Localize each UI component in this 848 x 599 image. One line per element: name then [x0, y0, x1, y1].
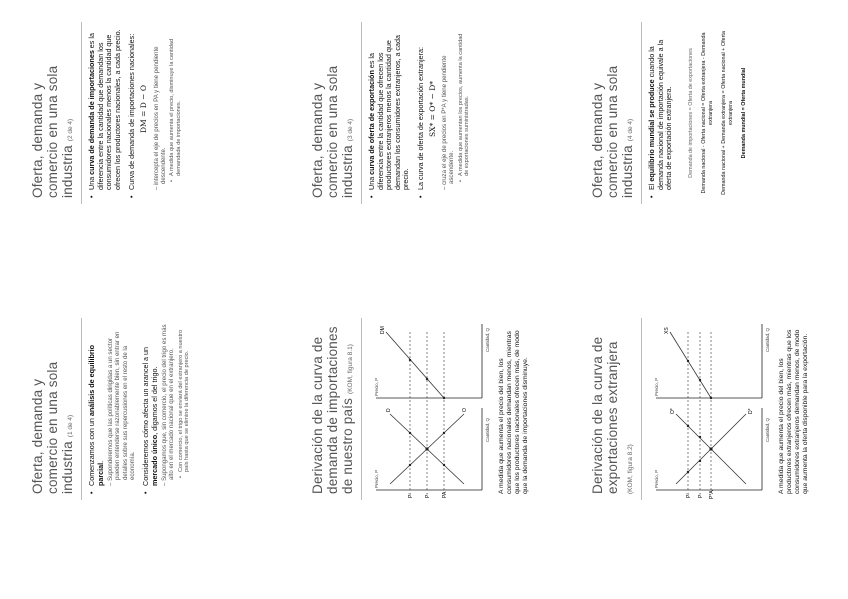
sub-sub-bullet: • Con comercio, el trigo se enviará del extranjero a nuestro país hasta que se elimine la diferencia de precio.: [178, 324, 191, 486]
slide-caption: A medida que aumenta el precio del bien, los productores extranjeros ofrecen más, mientras que los consumidores extranjeros demandan menos, de modo que aumenta la oferta disponible para la exportación.: [778, 329, 809, 494]
axis-label: Cantidad, Q: [765, 327, 770, 352]
axis-label: Precio, P: [374, 377, 379, 396]
curve-label: O: [462, 408, 468, 412]
sub-bullet: – intercepta el eje de precios en PA y tiene pendiente descendente.: [152, 46, 167, 190]
slide-2: [30, 22, 290, 204]
formula: SX* = O* − D*: [427, 81, 437, 137]
curve-label: DM: [380, 326, 386, 334]
sub-bullet: – Suponderemos que las políticas dirigidas a un sector pueden entenderse razonablemente bien, sin entrar en detalles sobre sus repercusiones en el resto de la economía.: [107, 331, 136, 486]
export-supply-diagram: [648, 318, 778, 500]
sub-sub-bullet: • A medida que aumenta el precio, disminuye la cantidad demandada de importaciones.: [169, 28, 182, 190]
axis-label: Precio, P: [374, 469, 379, 488]
slide-5: [590, 318, 848, 500]
bullet: • El equilibrio mundial se produce cuando la demanda nacional de importación equivale a la oferta de exportación extranjera.: [648, 28, 674, 190]
bullet: • Curva de demanda de importaciones nacionales: DM = D − O – intercepta el eje de precios en PA y tiene pendiente descendente. • A medida que aumenta el precio, disminuye la cantidad demandada de importaciones.: [128, 28, 182, 190]
curve-label: D*: [748, 408, 754, 414]
slide-title: Derivación de la curva de demanda de importaciones de nuestro país (KOM, figura 8.1): [310, 318, 362, 500]
tick-label: P²: [686, 493, 692, 498]
sub-sub-bullet: • A medida que aumentan los precios, aumenta la cantidad de exportaciones suministradas.: [458, 28, 471, 190]
bullet: • Comenzamos con un análisis de equilibrio parcial. – Suponderemos que las políticas dirigidas a un sector pueden entenderse razonablemente bien, sin entrar en detalles sobre sus repercusiones en el resto de la economía.: [88, 324, 136, 486]
slide-title: Oferta, demanda y comercio en una sola industria (2 de 4): [30, 22, 82, 204]
import-demand-curve: [386, 332, 444, 398]
export-supply-curve: [670, 332, 711, 398]
equation-line: Demanda nacional + Demanda extranjera = Oferta nacional + Oferta extranjera: [720, 31, 734, 195]
slide-6: [590, 22, 848, 204]
tick-label: P¹: [698, 493, 704, 498]
import-demand-diagram: [368, 318, 498, 500]
axis-label: Cantidad, Q: [485, 327, 490, 352]
curve-label: D: [386, 408, 392, 412]
slide-3: [310, 318, 570, 500]
bullet: • Una curva de demanda de importaciones es la diferencia entre la cantidad que demandan los consumidores nacionales menos la cantidad que ofrecen los productores nacionales, a cada precio.: [88, 28, 122, 190]
equation-line: Demanda de importaciones = Oferta de exportaciones: [687, 48, 694, 178]
axis-label: Cantidad, Q: [485, 417, 490, 442]
tick-label: P*A: [709, 490, 715, 499]
axis-label: Precio, P: [654, 469, 659, 488]
formula: DM = D − O: [138, 85, 148, 133]
tick-label: P¹: [425, 493, 431, 498]
curve-label: XS: [664, 327, 670, 334]
slide-title: Oferta, demanda y comercio en una sola industria (3 de 4): [310, 22, 362, 204]
sub-bullet: – cruza el eje de precios en P*A y tiene pendiente ascendente.: [441, 55, 456, 190]
tick-label: P²: [408, 493, 414, 498]
slide-title: Oferta, demanda y comercio en una sola industria (1 de 4): [30, 318, 82, 500]
bullet: • La curva de oferta de exportación extranjera: SX* = O* − D* – cruza el eje de precios en P*A y tiene pendiente ascendente. • A medida que aumentan los precios, aumenta la cantidad de exportaciones suministradas.: [417, 28, 471, 190]
axis-label: Cantidad, Q: [765, 417, 770, 442]
axis-label: Precio, P: [654, 377, 659, 396]
slide-4: [310, 22, 570, 204]
slide-caption: A medida que aumenta el precio del bien, los consumidores nacionales demandan menos, mientras que los productores nacionales ofrecen más, de modo que la demanda de importaciones disminuye.: [498, 330, 529, 494]
slide-1: [30, 318, 290, 500]
slide-title: Oferta, demanda y comercio en una sola industria (4 de 4): [590, 22, 642, 204]
bullet: • Consideremos cómo afecta un arancel a un mercado único, digamos el del trigo. – Supongamos que, sin comercio, el precio del trigo es más alto en el mercado nacional que en el extranjero. • Con comercio, el trigo se enviará del extranjero a nuestro país hasta que se elimine la diferencia de precio.: [142, 324, 191, 486]
tick-label: PA: [442, 491, 448, 498]
equation-line: Demanda nacional - Oferta nacional = Oferta extranjera - Demanda extranjera: [700, 32, 714, 194]
bullet: • Una curva de oferta de exportación es la diferencia entre la cantidad que ofrecen los productores extranjeros menos la cantidad que demandan los consumidores extranjeros, a cada precio.: [368, 28, 411, 190]
slide-title: Derivación de la curva de exportaciones extranjera (KOM, figura 8.2): [590, 318, 642, 500]
equation-line: Demanda mundial = Oferta mundial: [740, 67, 747, 159]
curve-label: O*: [670, 408, 676, 414]
sub-bullet: – Supongamos que, sin comercio, el precio del trigo es más alto en el mercado nacional que en el extranjero.: [161, 324, 176, 486]
